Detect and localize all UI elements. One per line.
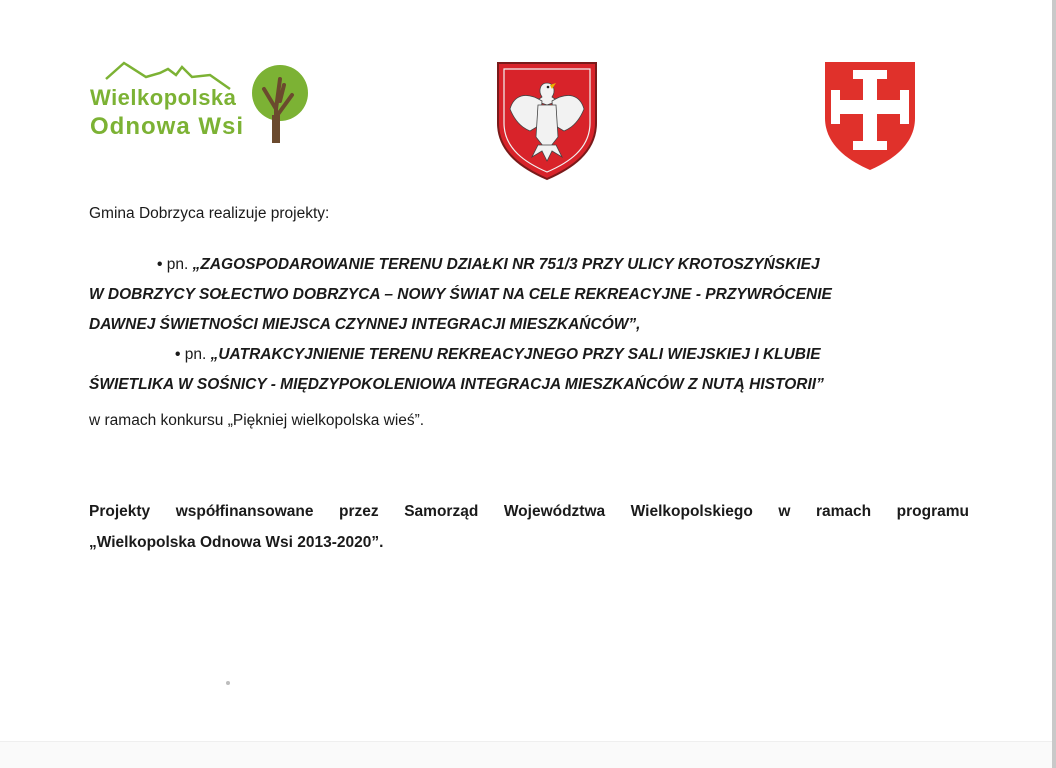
item2-prefix: pn.: [184, 346, 211, 363]
item1-line1: „ZAGOSPODAROWANIE TERENU DZIAŁKI NR 751/3 PRZY ULICY KROTOSZYŃSKIEJ: [192, 256, 820, 273]
logo-word-odnowa-wsi: Odnowa Wsi: [90, 113, 244, 140]
scan-speck: [226, 681, 230, 685]
intro-text: Gmina Dobrzyca realizuje projekty:: [89, 205, 330, 222]
bullet-icon: •: [157, 256, 163, 273]
item2-line1: „UATRAKCYJNIENIE TERENU REKREACYJNEGO PRZY SALI WIEJSKIEJ I KLUBIE: [210, 346, 821, 363]
project-item-2: [89, 340, 969, 400]
funding-line1: Projekty współfinansowane przez Samorząd Województwa Wielkopolskiego w ramach programu: [89, 503, 969, 520]
item2-line2: ŚWIETLIKA W SOŚNICY - MIĘDZYPOKOLENIOWA INTEGRACJA MIESZKAŃCÓW Z NUTĄ HISTORII”: [89, 376, 824, 393]
project-item-1: [89, 250, 969, 340]
scan-bottom-edge: [0, 741, 1056, 768]
scan-right-edge: [1052, 0, 1056, 768]
item1-prefix: pn.: [166, 256, 193, 273]
logo-word-wielkopolska: Wielkopolska: [90, 85, 237, 110]
document-body: [89, 204, 969, 558]
funding-statement: [89, 496, 969, 558]
competition-text: w ramach konkursu „Piękniej wielkopolska wieś”.: [89, 412, 425, 429]
wielkopolska-odnowa-wsi-logo: [84, 55, 314, 147]
bullet-icon: •: [175, 346, 181, 363]
item1-line3: DAWNEJ ŚWIETNOŚCI MIEJSCA CZYNNEJ INTEGRACJI MIESZKAŃCÓW”,: [89, 316, 641, 333]
wielkopolska-coat-of-arms-icon: [496, 61, 598, 181]
item1-line2: W DOBRZYCY SOŁECTWO DOBRZYCA – NOWY ŚWIAT NA CELE REKREACYJNE - PRZYWRÓCENIE: [89, 286, 832, 303]
funding-line2: „Wielkopolska Odnowa Wsi 2013-2020”.: [89, 534, 384, 551]
dobrzyca-coat-of-arms-icon: [823, 60, 917, 172]
